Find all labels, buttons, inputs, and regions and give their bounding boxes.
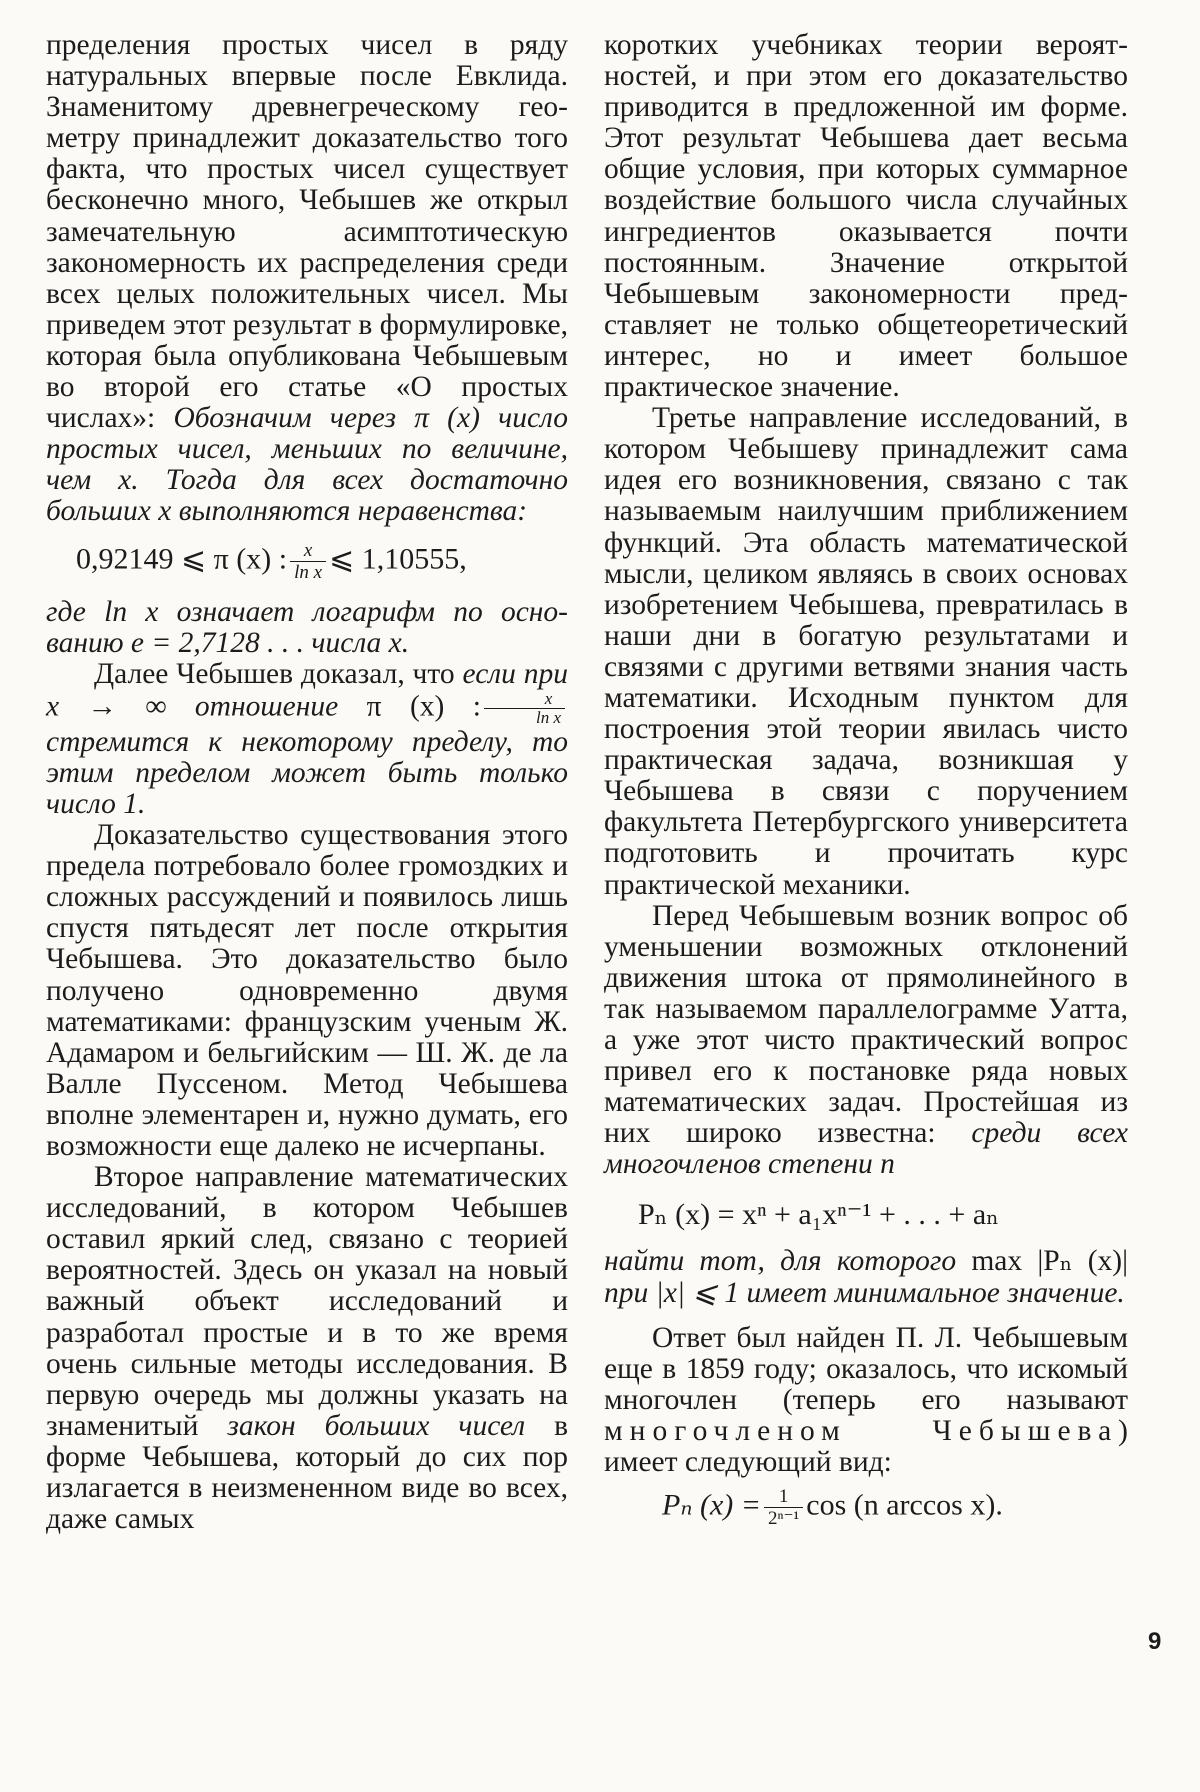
paragraph-text: Далее Чебышев доказал, что [94,657,455,690]
paragraph-text: пределения простых чисел в ряду натуральных впервые после Евклида. Знаменитому древнегреческому геометру принадлежит доказательство того факта, что простых чисел существует бесконечно много, Чебышев же открыл замечательную асимптотическую закономерность их распределения среди всех целых положительных чисел. Мы приведем этот результат в формулировке, которая была опубликована Чебышевым во второй его статье «О простых числах»: [46,29,568,435]
spaced-term: многочленом Чебышева [604,1414,1119,1447]
formula-right: ⩽ 1,10555, [329,541,467,575]
inline-math: π (x) : [366,690,481,723]
paragraph-watt [604,901,1128,1181]
fraction-denominator: 2ⁿ⁻¹ [768,1508,800,1530]
inline-math: max |Pₙ (x)| [971,1245,1129,1278]
paragraph-proof: Доказательство существования этого предела потребовало более громоздких и сложных рассуждений и появилось лишь спустя пятьдесят лет после открытия Чебышева. Это доказательство было получено одновременно двумя математиками: французским ученым Ж. Адамаром и бельгийским — Ш. Ж. де ла Валле Пуссеном. Метод Чебышева вполне элементарен и, нужно думать, его возможности еще далеко не исчерпаны. [46,819,568,1162]
paragraph-text: Ответ был найден П. Л. Чебышевым еще в 1859 году; оказалось, что искомый многочлен (теперь его называют [604,1321,1128,1416]
paragraph-answer [604,1323,1128,1478]
left-column [46,30,568,1535]
italic-text: закон больших чисел [227,1409,526,1442]
paragraph-log-note: где ln x означает логарифм по основанию e = 2,7128 . . . числа x. [46,595,568,659]
italic-text: если при x → ∞ отношение [46,657,568,723]
formula-left: Pₙ (x) = [662,1488,762,1522]
paragraph-text: ) имеет следующий вид: [604,1414,1128,1479]
fraction [764,1486,803,1529]
chebyshev-polynomial-formula [604,1478,1128,1529]
paragraph-limit [46,659,568,820]
paragraph-primes-intro [46,30,568,528]
fraction [290,540,326,583]
fraction-numerator: 1 [764,1486,803,1508]
paragraph-text: Второе направление математических исследований, в котором Чебышев оставил яркий след, связано с теорией вероятностей. Здесь он указал на новый важный объект исследований и разработал простые и в то же время очень сильные методы исследования. В первую очередь мы должны указать на знаменитый [46,1161,568,1442]
paragraph-text: в форме Чебышева, который до сих пор излагается в неизмененном виде во всех, даже самых [46,1409,568,1536]
paragraph-text: Перед Чебышевым возник вопрос об уменьшении возможных отклонений движения штока от прямолинейного в так называемом параллелограмме Уатта, а уже этот чисто практический вопрос привел его к постановке ряда новых математических задач. Простейшая из них широко известна: [604,899,1128,1150]
italic-text: стремится к некоторому пределу, то этим пределом может быть только число 1. [46,725,568,820]
right-column [604,30,1128,1529]
chebyshev-inequality-formula [46,528,568,591]
paragraph-approximation: Третье направление исследований, в котором Чебышеву принадлежит сама идея его возникновения, связано с так называемым наилучшим приближением функций. Эта область математической мысли, целиком являясь в своих основах изобретением Чебышева, превратилась в наши дни в богатую результатами и связями с другими ветвями знания часть математики. Исходным пунктом для построения этой теории явилась чисто практическая задача, возникшая у Чебышева в связи с поручением факультета Петербургского университета подготовить и прочитать курс практической механики. [604,402,1128,901]
paragraph-minimum [604,1246,1128,1308]
fraction-numerator: x [290,540,326,562]
italic-text: среди всех многочленов степени n [604,1117,1129,1181]
fraction-denominator: ln x [535,707,561,727]
formula-right: cos (n arccos x). [806,1488,1003,1522]
paragraph-probability [46,1162,568,1535]
theorem-statement: Обозначим через π (x) число простых чисел, меньших по величине, чем x. Тогда для всех достаточно больших x выполняются неравенства: [46,402,569,528]
formula-left: 0,92149 ⩽ π (x) : [76,541,288,575]
fraction-numerator: x [484,690,565,709]
fraction-denominator: ln x [294,561,323,583]
paragraph-probability-cont: коротких учебниках теории вероятностей, и при этом его доказательство приводится в предложенной им форме. Этот результат Чебышева дает весьма общие условия, при которых суммарное воздействие большого числа случайных ингредиентов оказывается почти постоянным. Значение открытой Чебышевым закономерности представляет не только общетеоретический интерес, но и имеет большое практическое значение. [604,29,1128,404]
italic-text: при |x| ⩽ 1 имеет минимальное значение. [604,1276,1125,1309]
page-number: 9 [1148,1628,1162,1655]
italic-text: найти тот, для которого [604,1245,957,1278]
polynomial-formula: Pₙ (x) = xⁿ + a₁xⁿ⁻¹ + . . . + aₙ [638,1198,1000,1232]
inline-fraction [484,690,565,727]
